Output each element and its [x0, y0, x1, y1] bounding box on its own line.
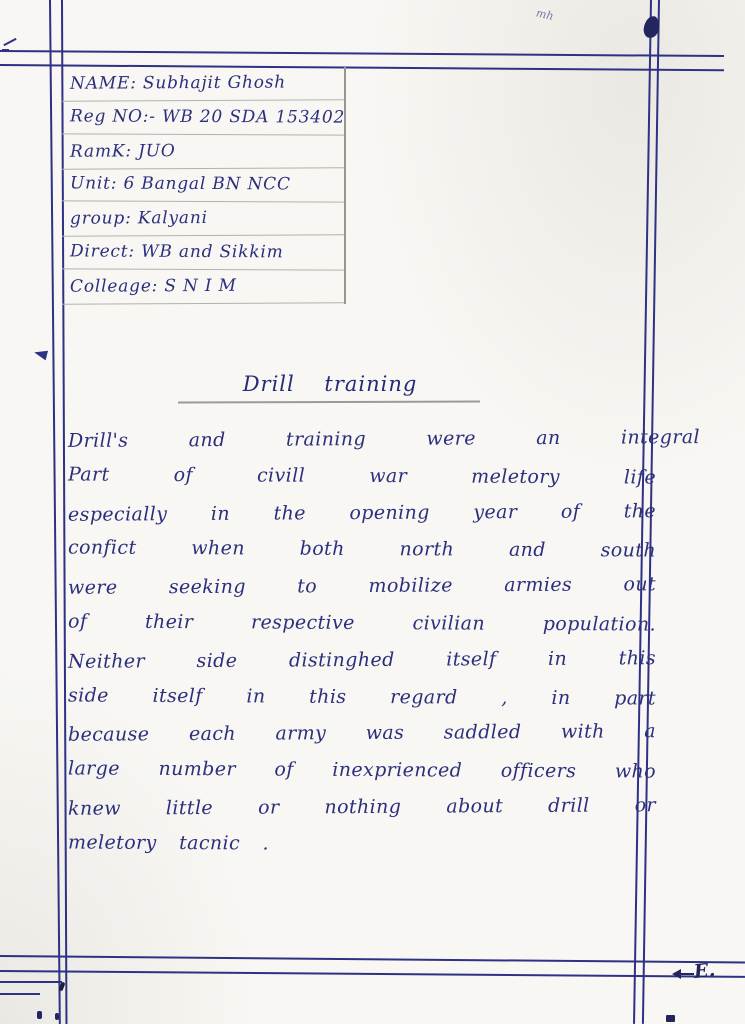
- right-line-foot-blot: [666, 1015, 675, 1022]
- table-row-group: group: Kalyani: [62, 201, 344, 236]
- table-row-unit: Unit: 6 Bangal BN NCC: [62, 168, 344, 203]
- bottom-right-arrowhead: [672, 969, 681, 979]
- essay-line: Part of civill war meletory life: [67, 463, 657, 489]
- essay-line: Drill's and training were an integral: [67, 426, 701, 452]
- essay-line: knew little or nothing about drill or: [67, 794, 657, 820]
- top-right-scribble-mark: mh: [534, 6, 555, 23]
- bottom-left-short-line-1: [0, 981, 62, 983]
- bottom-left-short-line-2: [0, 993, 40, 995]
- essay-line: large number of inexprienced officers who: [67, 757, 657, 783]
- essay-line: were seeking to mobilize armies out: [67, 573, 657, 599]
- essay-line: meletory tacnic .: [67, 831, 270, 855]
- essay-line: confict when both north and south: [67, 536, 657, 562]
- title-underline: [178, 400, 480, 403]
- table-row-directorate: Direct: WB and Sikkim: [62, 235, 344, 270]
- left-margin-arrow-mark: [33, 348, 48, 361]
- essay-line: of their respective civilian population.: [67, 610, 657, 636]
- table-row-college: Colleage: S N I M: [62, 269, 344, 304]
- bottom-right-letter-mark: E.: [692, 958, 717, 984]
- left-line-foot-blot-2: [55, 1013, 59, 1020]
- top-left-tick-mark: [3, 38, 16, 46]
- table-row-reg-no: Reg NO:- WB 20 SDA 153402: [62, 100, 344, 135]
- essay-line: side itself in this regard , in part: [67, 684, 657, 710]
- left-outer-margin-line: [49, 0, 61, 1024]
- top-left-tick-mark-2: [2, 49, 9, 51]
- table-row-rank: RamK: JUO: [62, 134, 344, 169]
- essay-line: especially in the opening year of the: [67, 499, 657, 526]
- essay-line: Neither side distinghed itself in this: [67, 646, 657, 673]
- essay-body: [67, 421, 701, 863]
- left-line-foot-blot-1: [37, 1011, 42, 1019]
- essay-title: Drill training: [242, 372, 418, 396]
- header-table: [62, 67, 346, 304]
- top-margin-line-1: [0, 50, 724, 57]
- table-row-name: NAME: Subhajit Ghosh: [62, 66, 344, 101]
- essay-line: because each army was saddled with a: [67, 720, 657, 747]
